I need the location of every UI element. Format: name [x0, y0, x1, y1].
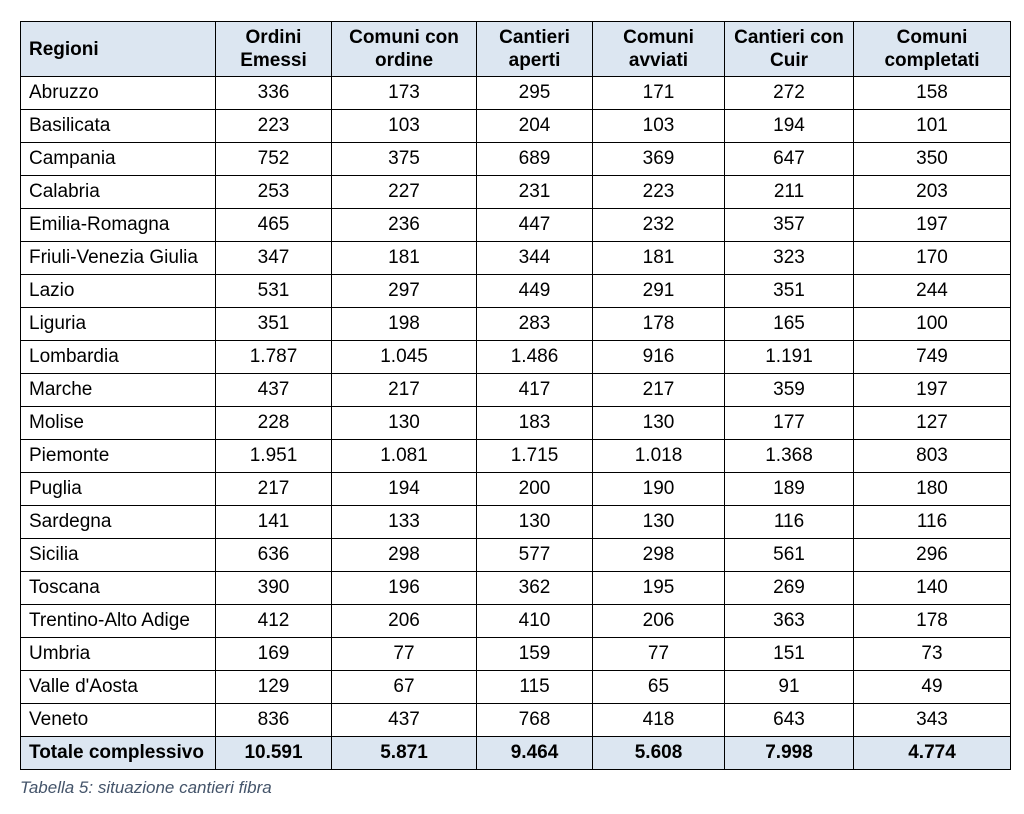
- value-cell: 531: [216, 275, 332, 308]
- value-cell: 336: [216, 77, 332, 110]
- total-value-cell: 5.871: [332, 737, 477, 770]
- value-cell: 359: [725, 374, 854, 407]
- value-cell: 217: [593, 374, 725, 407]
- value-cell: 77: [593, 638, 725, 671]
- value-cell: 1.951: [216, 440, 332, 473]
- table-row: [21, 308, 1011, 341]
- value-cell: 196: [332, 572, 477, 605]
- total-label-cell: Totale complessivo: [21, 737, 216, 770]
- value-cell: 173: [332, 77, 477, 110]
- value-cell: 169: [216, 638, 332, 671]
- value-cell: 323: [725, 242, 854, 275]
- value-cell: 437: [332, 704, 477, 737]
- value-cell: 291: [593, 275, 725, 308]
- column-header-regioni: Regioni: [21, 22, 216, 77]
- value-cell: 1.018: [593, 440, 725, 473]
- value-cell: 116: [854, 506, 1011, 539]
- value-cell: 1.486: [477, 341, 593, 374]
- value-cell: 636: [216, 539, 332, 572]
- column-header: Cantieri aperti: [477, 22, 593, 77]
- value-cell: 130: [332, 407, 477, 440]
- value-cell: 351: [216, 308, 332, 341]
- value-cell: 115: [477, 671, 593, 704]
- value-cell: 1.368: [725, 440, 854, 473]
- value-cell: 916: [593, 341, 725, 374]
- value-cell: 180: [854, 473, 1011, 506]
- table-body: [21, 77, 1011, 737]
- total-value-cell: 4.774: [854, 737, 1011, 770]
- total-row: [21, 737, 1011, 770]
- region-cell: Sicilia: [21, 539, 216, 572]
- table-row: [21, 407, 1011, 440]
- table-row: [21, 440, 1011, 473]
- table-row: [21, 671, 1011, 704]
- table-row: [21, 110, 1011, 143]
- value-cell: 418: [593, 704, 725, 737]
- table-row: [21, 275, 1011, 308]
- value-cell: 206: [332, 605, 477, 638]
- header-row: [21, 22, 1011, 77]
- cantieri-table: [20, 21, 1011, 770]
- value-cell: 183: [477, 407, 593, 440]
- region-cell: Lazio: [21, 275, 216, 308]
- value-cell: 67: [332, 671, 477, 704]
- value-cell: 197: [854, 374, 1011, 407]
- column-header: Comuni completati: [854, 22, 1011, 77]
- value-cell: 298: [332, 539, 477, 572]
- value-cell: 347: [216, 242, 332, 275]
- value-cell: 447: [477, 209, 593, 242]
- value-cell: 181: [593, 242, 725, 275]
- value-cell: 231: [477, 176, 593, 209]
- value-cell: 232: [593, 209, 725, 242]
- region-cell: Calabria: [21, 176, 216, 209]
- value-cell: 223: [216, 110, 332, 143]
- value-cell: 465: [216, 209, 332, 242]
- value-cell: 297: [332, 275, 477, 308]
- value-cell: 151: [725, 638, 854, 671]
- table-row: [21, 704, 1011, 737]
- total-value-cell: 10.591: [216, 737, 332, 770]
- region-cell: Lombardia: [21, 341, 216, 374]
- value-cell: 206: [593, 605, 725, 638]
- value-cell: 298: [593, 539, 725, 572]
- value-cell: 189: [725, 473, 854, 506]
- value-cell: 227: [332, 176, 477, 209]
- value-cell: 194: [725, 110, 854, 143]
- value-cell: 101: [854, 110, 1011, 143]
- value-cell: 577: [477, 539, 593, 572]
- table-container: [20, 21, 1010, 798]
- value-cell: 244: [854, 275, 1011, 308]
- total-value-cell: 7.998: [725, 737, 854, 770]
- value-cell: 689: [477, 143, 593, 176]
- table-row: [21, 341, 1011, 374]
- value-cell: 768: [477, 704, 593, 737]
- value-cell: 350: [854, 143, 1011, 176]
- value-cell: 204: [477, 110, 593, 143]
- column-header: Ordini Emessi: [216, 22, 332, 77]
- value-cell: 141: [216, 506, 332, 539]
- value-cell: 127: [854, 407, 1011, 440]
- value-cell: 1.715: [477, 440, 593, 473]
- value-cell: 269: [725, 572, 854, 605]
- value-cell: 437: [216, 374, 332, 407]
- value-cell: 296: [854, 539, 1011, 572]
- table-row: [21, 506, 1011, 539]
- value-cell: 165: [725, 308, 854, 341]
- value-cell: 211: [725, 176, 854, 209]
- table-row: [21, 638, 1011, 671]
- region-cell: Marche: [21, 374, 216, 407]
- value-cell: 344: [477, 242, 593, 275]
- table-row: [21, 374, 1011, 407]
- value-cell: 643: [725, 704, 854, 737]
- value-cell: 647: [725, 143, 854, 176]
- value-cell: 1.787: [216, 341, 332, 374]
- value-cell: 129: [216, 671, 332, 704]
- table-row: [21, 143, 1011, 176]
- value-cell: 752: [216, 143, 332, 176]
- region-cell: Piemonte: [21, 440, 216, 473]
- region-cell: Abruzzo: [21, 77, 216, 110]
- value-cell: 65: [593, 671, 725, 704]
- value-cell: 116: [725, 506, 854, 539]
- value-cell: 103: [593, 110, 725, 143]
- value-cell: 363: [725, 605, 854, 638]
- table-row: [21, 242, 1011, 275]
- value-cell: 357: [725, 209, 854, 242]
- value-cell: 195: [593, 572, 725, 605]
- region-cell: Puglia: [21, 473, 216, 506]
- region-cell: Emilia-Romagna: [21, 209, 216, 242]
- column-header: Cantieri con Cuir: [725, 22, 854, 77]
- value-cell: 103: [332, 110, 477, 143]
- value-cell: 1.191: [725, 341, 854, 374]
- value-cell: 1.081: [332, 440, 477, 473]
- value-cell: 412: [216, 605, 332, 638]
- value-cell: 217: [332, 374, 477, 407]
- region-cell: Basilicata: [21, 110, 216, 143]
- region-cell: Veneto: [21, 704, 216, 737]
- value-cell: 375: [332, 143, 477, 176]
- value-cell: 203: [854, 176, 1011, 209]
- value-cell: 190: [593, 473, 725, 506]
- region-cell: Valle d'Aosta: [21, 671, 216, 704]
- value-cell: 749: [854, 341, 1011, 374]
- value-cell: 390: [216, 572, 332, 605]
- table-row: [21, 473, 1011, 506]
- value-cell: 181: [332, 242, 477, 275]
- value-cell: 178: [854, 605, 1011, 638]
- value-cell: 228: [216, 407, 332, 440]
- table-row: [21, 176, 1011, 209]
- value-cell: 91: [725, 671, 854, 704]
- table-row: [21, 605, 1011, 638]
- value-cell: 362: [477, 572, 593, 605]
- value-cell: 197: [854, 209, 1011, 242]
- value-cell: 223: [593, 176, 725, 209]
- value-cell: 159: [477, 638, 593, 671]
- column-header: Comuni avviati: [593, 22, 725, 77]
- value-cell: 77: [332, 638, 477, 671]
- region-cell: Trentino-Alto Adige: [21, 605, 216, 638]
- value-cell: 561: [725, 539, 854, 572]
- table-row: [21, 209, 1011, 242]
- value-cell: 236: [332, 209, 477, 242]
- value-cell: 253: [216, 176, 332, 209]
- table-caption: Tabella 5: situazione cantieri fibra: [20, 778, 272, 797]
- value-cell: 410: [477, 605, 593, 638]
- value-cell: 272: [725, 77, 854, 110]
- value-cell: 194: [332, 473, 477, 506]
- value-cell: 1.045: [332, 341, 477, 374]
- region-cell: Toscana: [21, 572, 216, 605]
- region-cell: Sardegna: [21, 506, 216, 539]
- value-cell: 170: [854, 242, 1011, 275]
- value-cell: 449: [477, 275, 593, 308]
- value-cell: 417: [477, 374, 593, 407]
- value-cell: 100: [854, 308, 1011, 341]
- value-cell: 178: [593, 308, 725, 341]
- value-cell: 803: [854, 440, 1011, 473]
- column-header: Comuni con ordine: [332, 22, 477, 77]
- value-cell: 217: [216, 473, 332, 506]
- region-cell: Friuli-Venezia Giulia: [21, 242, 216, 275]
- value-cell: 130: [593, 506, 725, 539]
- value-cell: 130: [477, 506, 593, 539]
- value-cell: 343: [854, 704, 1011, 737]
- value-cell: 133: [332, 506, 477, 539]
- value-cell: 283: [477, 308, 593, 341]
- value-cell: 836: [216, 704, 332, 737]
- table-row: [21, 539, 1011, 572]
- value-cell: 200: [477, 473, 593, 506]
- value-cell: 49: [854, 671, 1011, 704]
- value-cell: 351: [725, 275, 854, 308]
- value-cell: 198: [332, 308, 477, 341]
- value-cell: 171: [593, 77, 725, 110]
- table-row: [21, 77, 1011, 110]
- value-cell: 73: [854, 638, 1011, 671]
- value-cell: 295: [477, 77, 593, 110]
- region-cell: Umbria: [21, 638, 216, 671]
- value-cell: 158: [854, 77, 1011, 110]
- region-cell: Molise: [21, 407, 216, 440]
- total-value-cell: 5.608: [593, 737, 725, 770]
- value-cell: 140: [854, 572, 1011, 605]
- region-cell: Campania: [21, 143, 216, 176]
- region-cell: Liguria: [21, 308, 216, 341]
- value-cell: 130: [593, 407, 725, 440]
- total-value-cell: 9.464: [477, 737, 593, 770]
- table-row: [21, 572, 1011, 605]
- value-cell: 177: [725, 407, 854, 440]
- value-cell: 369: [593, 143, 725, 176]
